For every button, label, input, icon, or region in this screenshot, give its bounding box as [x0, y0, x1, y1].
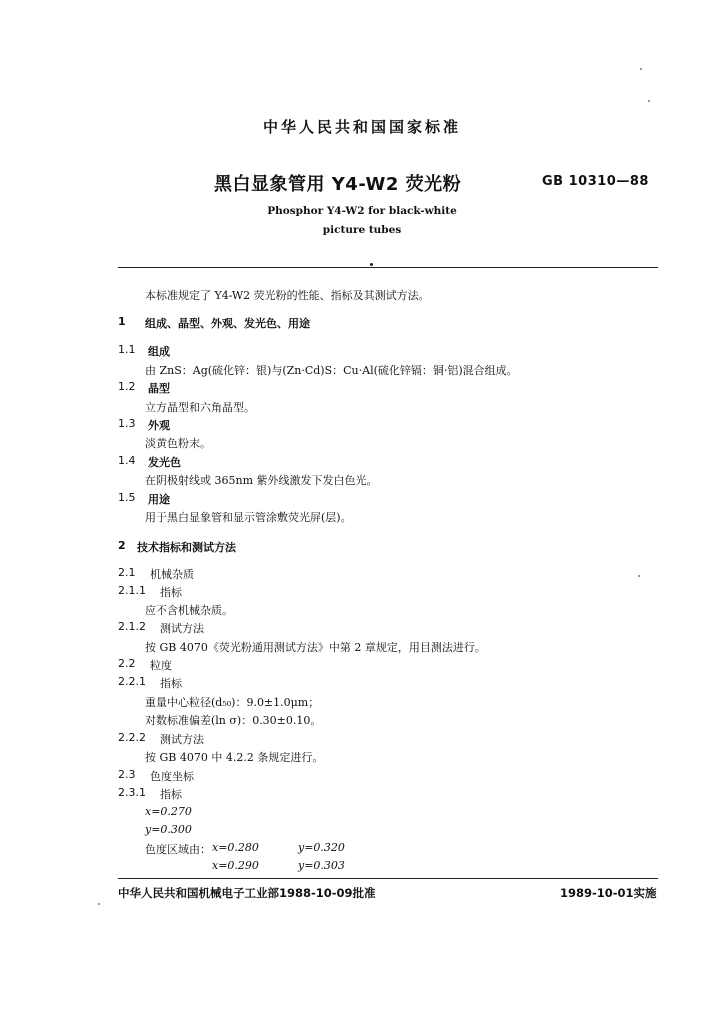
section-2-1-2-title: 测试方法	[160, 622, 204, 635]
chromaticity-y: y=0.300	[145, 823, 192, 836]
section-2-2-title: 粒度	[150, 659, 172, 672]
document-title: 黑白显象管用 Y4-W2 荧光粉	[214, 174, 462, 195]
scan-speck	[98, 903, 100, 905]
section-2-2-number: 2.2	[118, 657, 136, 670]
section-1-3-title: 外观	[148, 419, 170, 432]
section-2-2-1-text-1: 重量中心粒径(d₅₀)：9.0±1.0μm；	[145, 696, 320, 709]
chromaticity-range-label: 色度区域由：	[145, 843, 211, 856]
section-2-2-2-text: 按 GB 4070 中 4.2.2 条规定进行。	[145, 751, 324, 764]
section-1-1-text: 由 ZnS：Ag(硫化锌：银)与(Zn·Cd)S：Cu·Al(硫化锌镉：铜·铝)混合组成。	[145, 364, 518, 377]
section-2-3-title: 色度坐标	[150, 770, 194, 783]
section-2-number: 2	[118, 539, 126, 552]
english-title-line1: Phosphor Y4-W2 for black-white	[267, 205, 457, 217]
scan-speck	[648, 100, 650, 102]
section-1-1-number: 1.1	[118, 343, 136, 356]
chromaticity-range-2-x: x=0.290	[212, 859, 259, 872]
chromaticity-range-1-y: y=0.320	[298, 841, 345, 854]
footer-divider	[118, 878, 658, 879]
section-1-number: 1	[118, 315, 126, 328]
section-2-1-1-number: 2.1.1	[118, 584, 146, 597]
section-1-4-text: 在阴极射线或 365nm 紫外线激发下发白色光。	[145, 474, 378, 487]
section-2-1-number: 2.1	[118, 566, 136, 579]
section-2-3-1-title: 指标	[160, 788, 182, 801]
section-2-2-1-text-2: 对数标准偏差(ln σ)：0.30±0.10。	[145, 714, 322, 727]
intro-paragraph: 本标准规定了 Y4-W2 荧光粉的性能、指标及其测试方法。	[145, 289, 430, 302]
english-title-line2: picture tubes	[322, 224, 402, 236]
section-2-1-1-title: 指标	[160, 586, 182, 599]
approval-line: 中华人民共和国机械电子工业部1988-10-09批准	[118, 886, 376, 900]
section-2-title: 技术指标和测试方法	[137, 541, 236, 554]
section-1-2-text: 立方晶型和六角晶型。	[145, 401, 255, 414]
section-2-2-1-title: 指标	[160, 677, 182, 690]
chromaticity-range-2-y: y=0.303	[298, 859, 345, 872]
section-1-title: 组成、晶型、外观、发光色、用途	[145, 317, 310, 330]
header-divider	[118, 267, 658, 268]
section-2-3-number: 2.3	[118, 768, 136, 781]
chromaticity-range-1-x: x=0.280	[212, 841, 259, 854]
section-1-3-text: 淡黄色粉末。	[145, 437, 211, 450]
section-2-2-1-number: 2.2.1	[118, 675, 146, 688]
section-1-1-title: 组成	[148, 345, 170, 358]
section-2-1-2-number: 2.1.2	[118, 620, 146, 633]
section-2-2-2-title: 测试方法	[160, 733, 204, 746]
section-1-4-number: 1.4	[118, 454, 136, 467]
country-standard-header: 中华人民共和国国家标准	[262, 118, 461, 136]
section-2-1-1-text: 应不含机械杂质。	[145, 604, 233, 617]
section-1-4-title: 发光色	[148, 456, 181, 469]
standard-number: GB 10310—88	[542, 174, 649, 189]
effective-date: 1989-10-01实施	[560, 886, 657, 900]
section-2-1-title: 机械杂质	[150, 568, 194, 581]
scan-speck	[638, 575, 640, 577]
section-1-5-number: 1.5	[118, 491, 136, 504]
section-1-2-title: 晶型	[148, 382, 170, 395]
section-2-3-1-number: 2.3.1	[118, 786, 146, 799]
section-2-1-2-text: 按 GB 4070《荧光粉通用测试方法》中第 2 章规定，用目测法进行。	[145, 641, 486, 654]
section-1-2-number: 1.2	[118, 380, 136, 393]
section-1-5-text: 用于黑白显象管和显示管涂敷荧光屏(层)。	[145, 511, 352, 524]
scan-speck	[640, 68, 642, 70]
divider-mark	[370, 263, 373, 266]
section-2-2-2-number: 2.2.2	[118, 731, 146, 744]
section-1-3-number: 1.3	[118, 417, 136, 430]
section-1-5-title: 用途	[148, 493, 170, 506]
chromaticity-x: x=0.270	[145, 805, 192, 818]
